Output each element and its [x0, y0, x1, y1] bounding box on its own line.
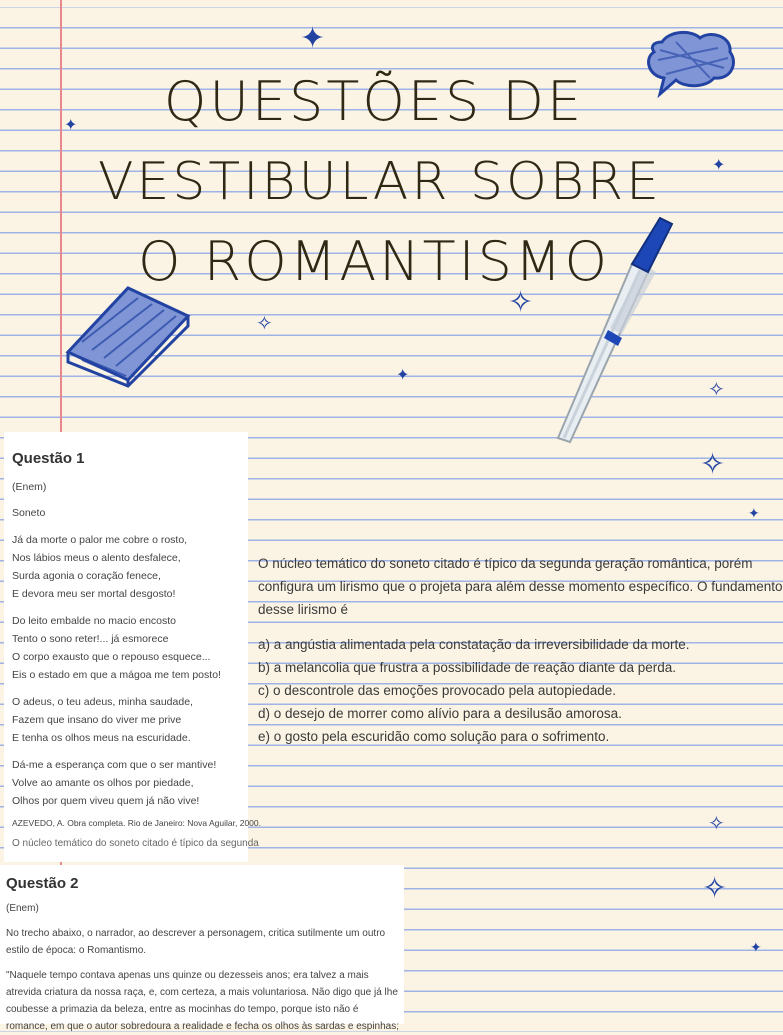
poem-stanza-4	[12, 756, 240, 810]
statement-line: configura um lirismo que o projeta para além desse momento específico. O fundamento	[258, 579, 783, 594]
sparkle-icon: ✦	[750, 939, 762, 955]
sparkle-icon: ✦	[748, 505, 760, 521]
sparkle-icon: ✦	[64, 117, 78, 134]
poem-line: E tenha os olhos meus na escuridade.	[12, 732, 191, 744]
statement-line: desse lirismo é	[258, 602, 349, 617]
sparkle-icon: ✦	[712, 157, 726, 174]
question-1-heading: Questão 1	[12, 450, 85, 467]
answer-option-d: d) o desejo de morrer como alívio para a desilusão amorosa.	[258, 706, 622, 721]
poem-line: Fazem que insano do viver me prive	[12, 714, 182, 726]
poem-line: Eis o estado em que a mágoa me tem posto!	[12, 669, 221, 681]
question-2-source: (Enem)	[6, 903, 39, 914]
excerpt-line: atrevida criatura da nossa raça, e, com certeza, a mais voluntariosa. Não digo que já lhe	[6, 987, 398, 998]
sparkle-icon: ✧	[508, 286, 534, 319]
poem-stanza-2	[12, 612, 240, 684]
poem-line: Surda agonia o coração fenece,	[12, 570, 161, 582]
sparkle-icon: ✦	[396, 367, 410, 384]
poem-line: Tento o sono reter!... já esmorece	[12, 633, 169, 645]
poem-line: Nos lábios meus o alento desfalece,	[12, 552, 181, 564]
poem-line: O adeus, o teu adeus, minha saudade,	[12, 696, 193, 708]
answer-options	[258, 633, 768, 748]
cut-off-text: O núcleo temático do soneto citado é típico da segunda	[12, 838, 259, 849]
poem-title: Soneto	[12, 507, 46, 519]
poem-line: Já da morte o palor me cobre o rosto,	[12, 534, 188, 546]
answer-option-c: c) o descontrole das emoções provocado pela autopiedade.	[258, 683, 616, 698]
question-1-source: (Enem)	[12, 481, 47, 493]
book-icon	[62, 282, 194, 388]
poem-line: Olhos por quem viveu quem já não vive!	[12, 795, 200, 807]
question-1-card	[4, 432, 261, 862]
poem-reference: AZEVEDO, A. Obra completa. Rio de Janeiro: Nova Aguilar, 2000.	[12, 818, 261, 828]
sparkle-icon: ✧	[702, 872, 728, 905]
question-2-card	[0, 865, 404, 1032]
pen-icon	[548, 212, 688, 444]
poem-line: Dá-me a esperança com que o ser mantive!	[12, 759, 217, 771]
poem-stanza-3	[12, 693, 240, 747]
answer-option-e: e) o gosto pela escuridão como solução para o sofrimento.	[258, 729, 610, 744]
poem-line: O corpo exausto que o repouso esquece...	[12, 651, 211, 663]
answer-option-b: b) a melancolia que frustra a possibilidade de reação diante da perda.	[258, 660, 677, 675]
sparkle-icon: ✦	[300, 22, 326, 55]
poem-line: E devora meu ser mortal desgosto!	[12, 588, 176, 600]
poem-line: Do leito embalde no macio encosto	[12, 615, 177, 627]
excerpt-line: romance, em que o autor sobredoura a realidade e fecha os olhos às sardas e espinhas;	[6, 1021, 400, 1032]
intro-line: estilo de época: o Romantismo.	[6, 945, 147, 956]
poem-stanza-1	[12, 531, 240, 603]
intro-line: No trecho abaixo, o narrador, ao descrever a personagem, critica sutilmente um outro	[6, 928, 386, 939]
question-1-statement	[258, 552, 783, 748]
sparkle-icon: ✧	[708, 379, 725, 401]
sparkle-icon: ✧	[700, 448, 726, 481]
answer-option-a: a) a angústia alimentada pela constatação da irreversibilidade da morte.	[258, 637, 690, 652]
title-line-2: VESTIBULAR SOBRE	[97, 152, 662, 212]
title-line-3: O ROMANTISMO	[138, 230, 610, 293]
sparkle-icon: ✧	[256, 313, 273, 335]
excerpt-line: coubesse a primazia da beleza, entre as mocinhas do tempo, porque isto não é	[6, 1004, 359, 1015]
question-2-heading: Questão 2	[6, 875, 79, 892]
excerpt-line: "Naquele tempo contava apenas uns quinze ou dezesseis anos; era talvez a mais	[6, 970, 369, 981]
statement-line: O núcleo temático do soneto citado é típico da segunda geração romântica, porém	[258, 556, 753, 571]
sparkle-icon: ✧	[708, 813, 725, 835]
title-line-1: QUESTÕES DE	[163, 70, 585, 133]
poem-line: Volve ao amante os olhos por piedade,	[12, 777, 194, 789]
speech-bubble-icon	[640, 28, 740, 100]
